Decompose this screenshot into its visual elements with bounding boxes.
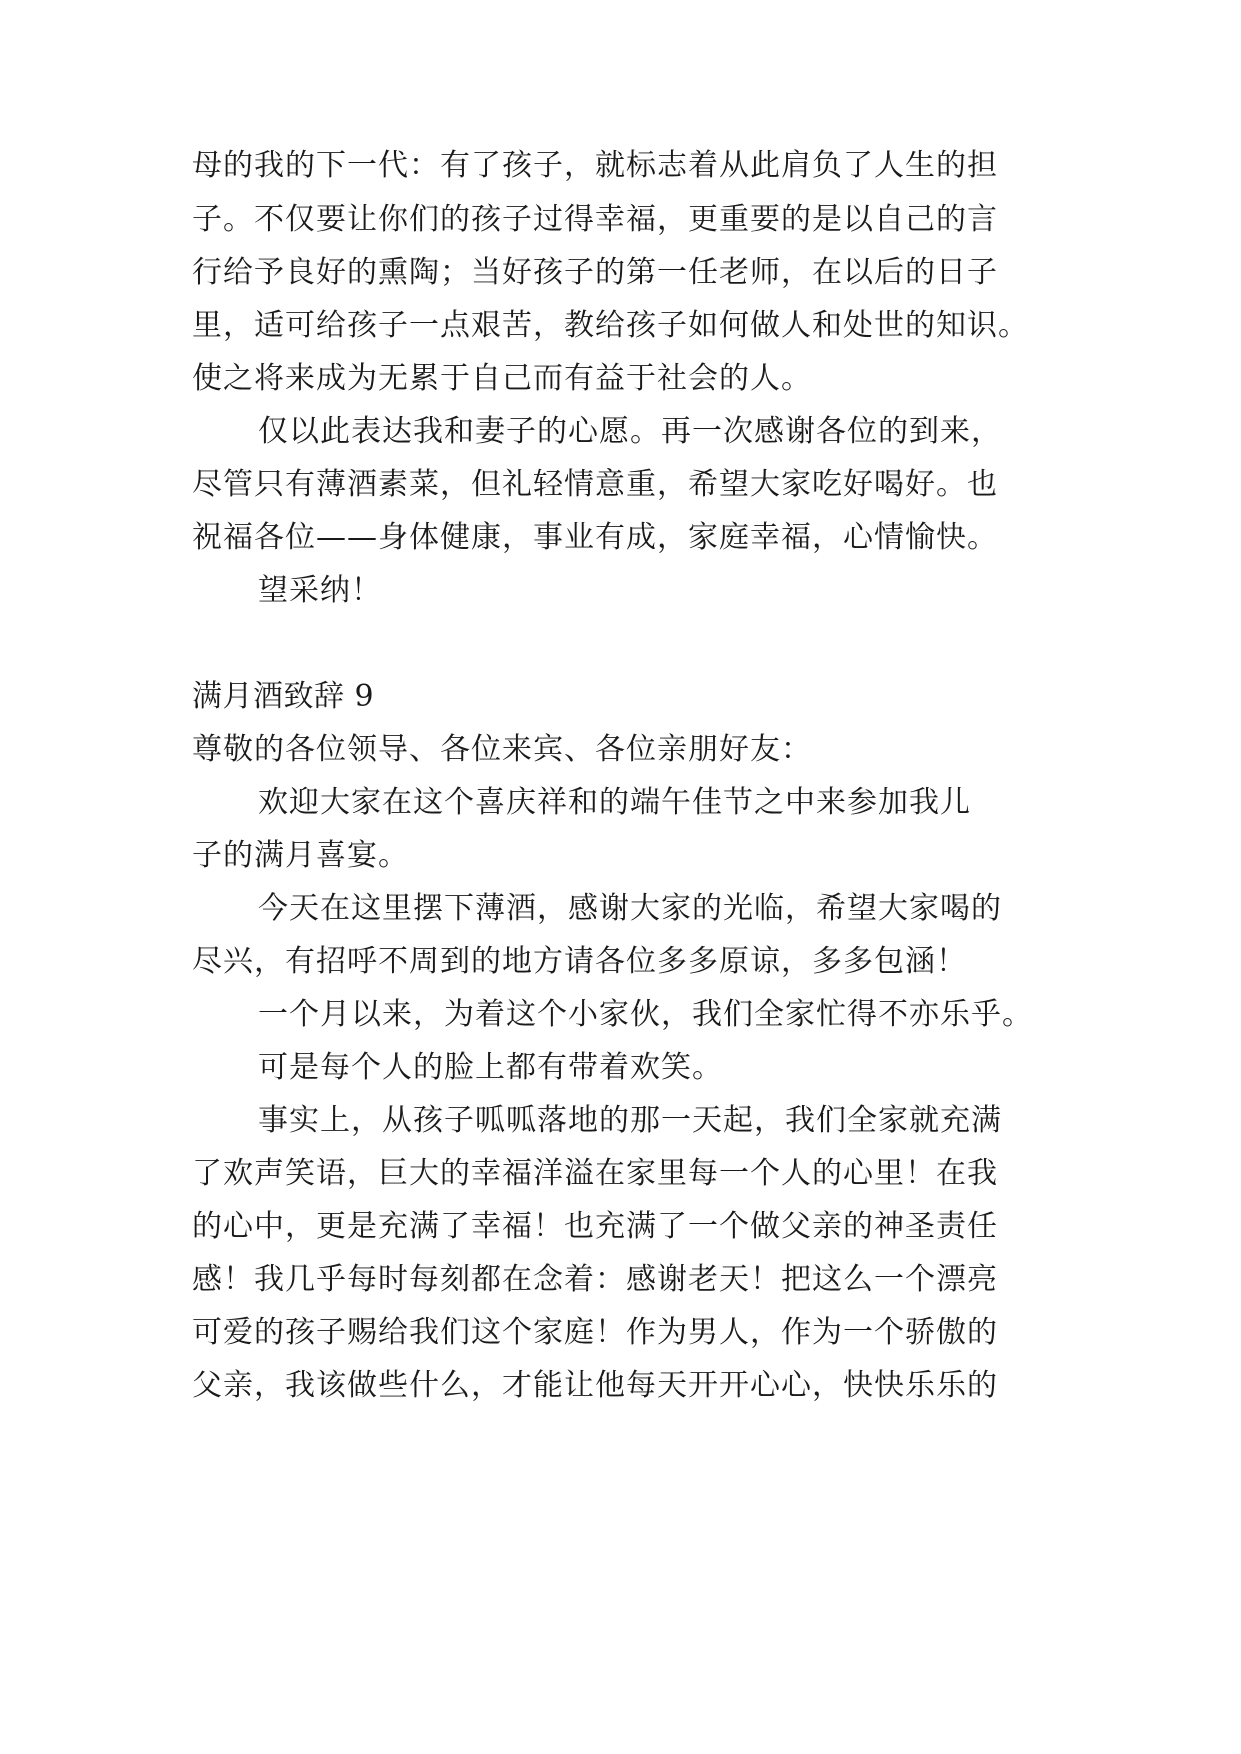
text-line: 感！我几乎每时每刻都在念着：感谢老天！把这么一个漂亮 xyxy=(192,1262,998,1297)
text-line: 母的我的下一代：有了孩子，就标志着从此肩负了人生的担 xyxy=(192,148,998,183)
paragraph-start-line: 仅以此表达我和妻子的心愿。再一次感谢各位的到来， xyxy=(258,414,1002,449)
text-line: 尽管只有薄酒素菜，但礼轻情意重，希望大家吃好喝好。也 xyxy=(192,467,998,502)
paragraph-start-line: 可是每个人的脸上都有带着欢笑。 xyxy=(258,1050,723,1085)
text-line: 子的满月喜宴。 xyxy=(192,838,409,873)
paragraph-start-line: 一个月以来，为着这个小家伙，我们全家忙得不亦乐乎。 xyxy=(258,997,1033,1032)
salutation-line: 尊敬的各位领导、各位来宾、各位亲朋好友： xyxy=(192,732,812,767)
text-line: 里，适可给孩子一点艰苦，教给孩子如何做人和处世的知识。 xyxy=(192,308,1029,343)
text-line: 了欢声笑语，巨大的幸福洋溢在家里每一个人的心里！在我 xyxy=(192,1156,998,1191)
paragraph-start-line: 事实上，从孩子呱呱落地的那一天起，我们全家就充满 xyxy=(258,1103,1002,1138)
text-line: 子。不仅要让你们的孩子过得幸福，更重要的是以自己的言 xyxy=(192,202,998,237)
text-line: 使之将来成为无累于自己而有益于社会的人。 xyxy=(192,361,812,396)
paragraph-start-line: 欢迎大家在这个喜庆祥和的端午佳节之中来参加我儿 xyxy=(258,785,971,820)
text-line: 行给予良好的熏陶；当好孩子的第一任老师，在以后的日子 xyxy=(192,255,998,290)
text-line: 尽兴，有招呼不周到的地方请各位多多原谅，多多包涵！ xyxy=(192,944,967,979)
text-line: 的心中，更是充满了幸福！也充满了一个做父亲的神圣责任 xyxy=(192,1209,998,1244)
paragraph-start-line: 望采纳！ xyxy=(258,573,382,608)
section-title: 满月酒致辞 9 xyxy=(192,679,375,714)
text-line: 可爱的孩子赐给我们这个家庭！作为男人，作为一个骄傲的 xyxy=(192,1315,998,1350)
text-line: 父亲，我该做些什么，才能让他每天开开心心，快快乐乐的 xyxy=(192,1368,998,1403)
text-line: 祝福各位——身体健康，事业有成，家庭幸福，心情愉快。 xyxy=(192,520,998,555)
paragraph-start-line: 今天在这里摆下薄酒，感谢大家的光临，希望大家喝的 xyxy=(258,891,1002,926)
